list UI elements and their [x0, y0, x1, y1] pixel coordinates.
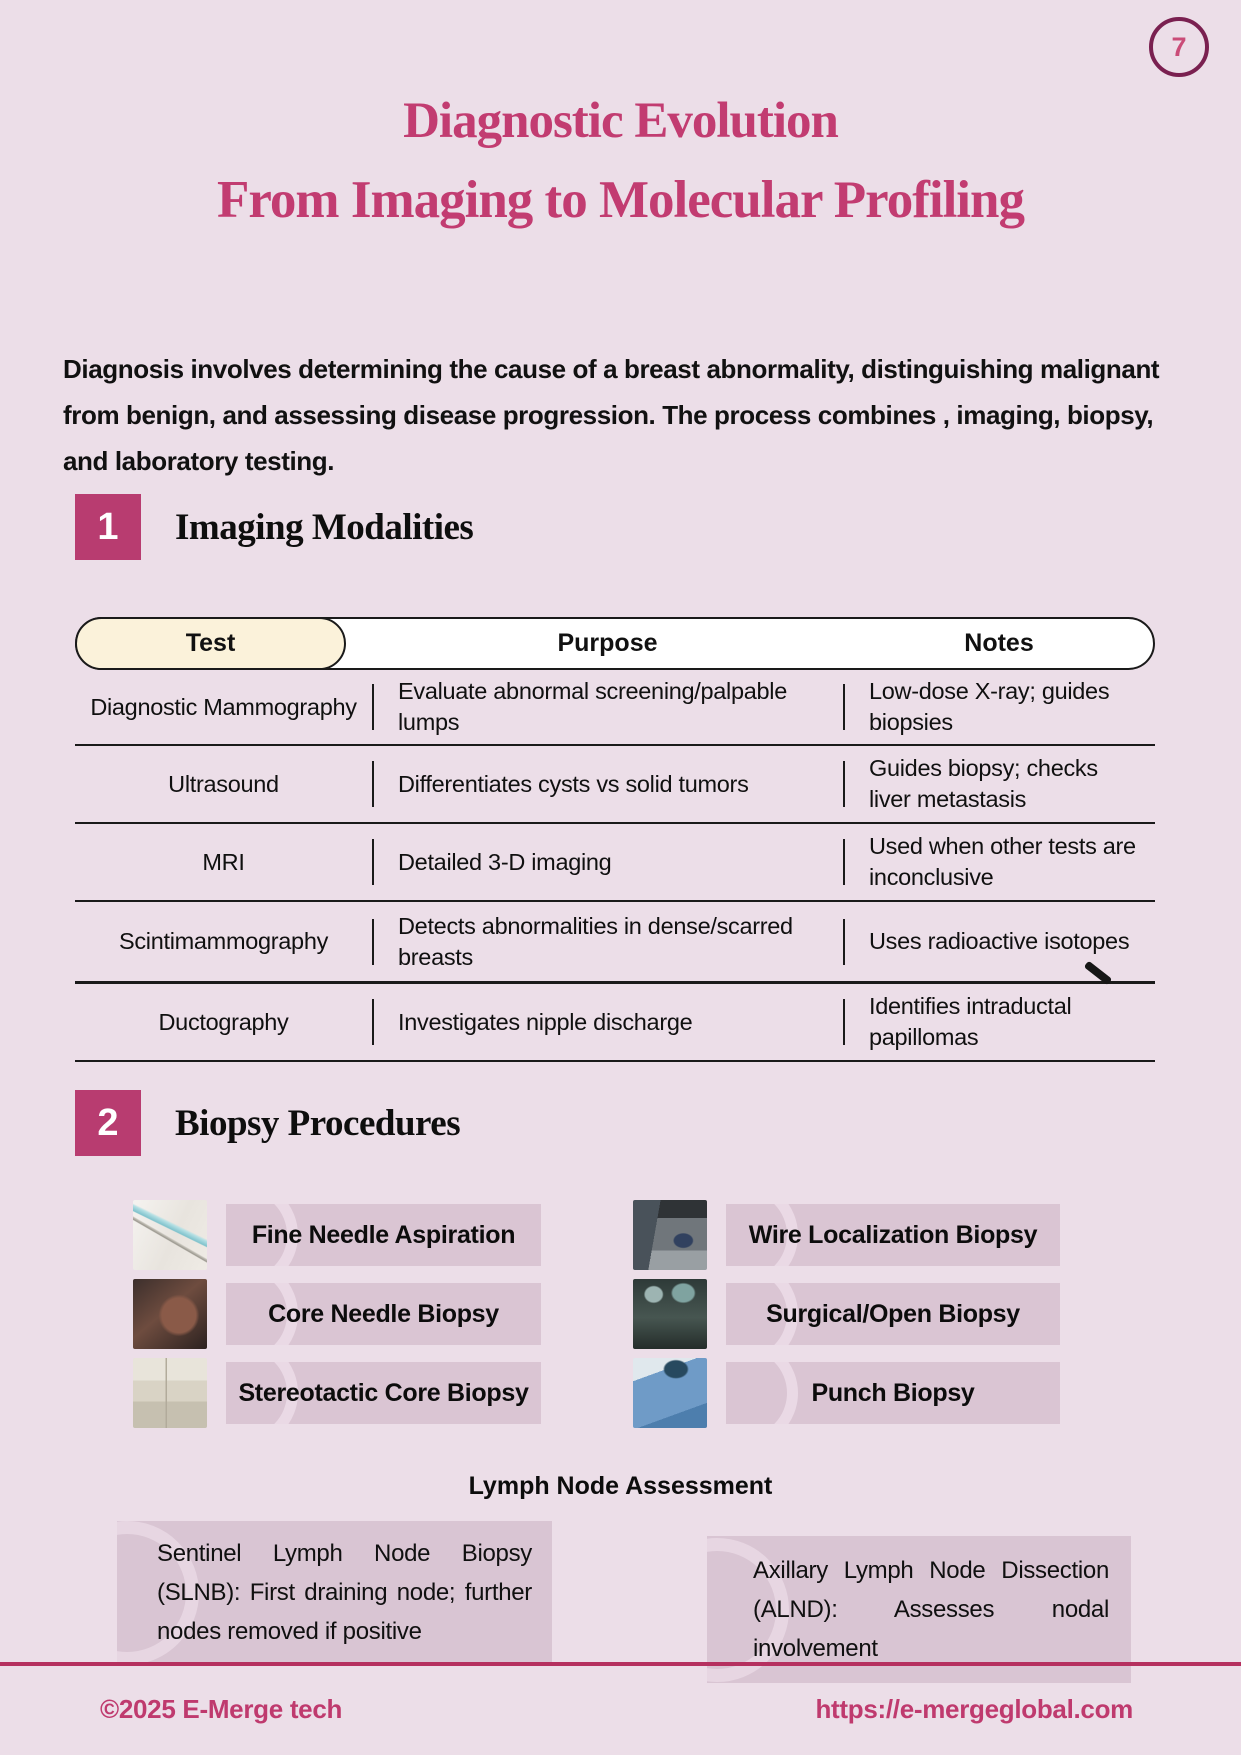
page-number: 7: [1171, 31, 1187, 62]
biopsy-card-label: Surgical/Open Biopsy: [766, 1299, 1020, 1328]
page-number-badge: [1149, 17, 1209, 77]
section-title: Biopsy Procedures: [175, 1102, 461, 1144]
hand-biopsy-photo: [133, 1279, 207, 1349]
biopsy-cards-grid: [133, 1200, 1060, 1428]
column-header-test: Test: [185, 629, 236, 657]
cell-notes: Guides biopsy; checks liver metastasis: [843, 753, 1155, 815]
biopsy-card: [633, 1200, 1060, 1270]
cell-purpose: Evaluate abnormal screening/palpable lumps: [372, 676, 843, 738]
biopsy-card-bar: [226, 1283, 541, 1345]
cell-test: Ductography: [158, 1008, 289, 1035]
page-title: [0, 90, 1241, 231]
biopsy-card-bar: [726, 1204, 1060, 1266]
biopsy-card-label: Stereotactic Core Biopsy: [238, 1378, 529, 1407]
table-row: [75, 902, 1155, 984]
slnb-box: [117, 1521, 552, 1664]
cell-purpose: Investigates nipple discharge: [372, 1007, 843, 1038]
column-header-notes: Notes: [964, 629, 1034, 657]
page-title-line2: From Imaging to Molecular Profiling: [216, 171, 1025, 229]
biopsy-card: [133, 1358, 541, 1428]
section-title: Imaging Modalities: [175, 506, 474, 548]
biopsy-card-label: Fine Needle Aspiration: [251, 1220, 516, 1249]
biopsy-card: [633, 1279, 1060, 1349]
intro-paragraph: Diagnosis involves determining the cause of a breast abnormality, distinguishing malignant from benign, and assessing disease progression. The process combines , imaging, biopsy, and laboratory testing.: [63, 354, 1160, 476]
clinician-scrubs-photo: [633, 1358, 707, 1428]
table-row: [75, 984, 1155, 1062]
cell-purpose: Detects abnormalities in dense/scarred breasts: [372, 911, 843, 973]
section-imaging-header: [75, 494, 473, 560]
biopsy-card-bar: [726, 1283, 1060, 1345]
cell-test: MRI: [202, 848, 245, 875]
cell-notes: Low-dose X-ray; guides biopsies: [843, 676, 1155, 738]
section-number-badge: 2: [75, 1090, 141, 1156]
biopsy-card: [133, 1279, 541, 1349]
section-number-badge: 1: [75, 494, 141, 560]
table-row: [75, 670, 1155, 746]
cell-notes: Uses radioactive isotopes: [843, 926, 1155, 957]
table-row: [75, 824, 1155, 902]
table-header-row: [75, 617, 1155, 670]
cell-purpose: Detailed 3-D imaging: [372, 847, 843, 878]
needles-photo: [133, 1200, 207, 1270]
exam-room-photo: [133, 1358, 207, 1428]
biopsy-card-bar: [226, 1362, 541, 1424]
imaging-modalities-table: [75, 617, 1155, 1062]
biopsy-card-label: Punch Biopsy: [811, 1378, 975, 1407]
biopsy-card: [633, 1358, 1060, 1428]
surgeons-photo: [633, 1279, 707, 1349]
biopsy-card-bar: [726, 1362, 1060, 1424]
cell-notes: Used when other tests are inconclusive: [843, 831, 1155, 893]
column-header-purpose-cell: [372, 617, 843, 670]
cell-test: Scintimammography: [118, 928, 329, 954]
biopsy-card-label: Wire Localization Biopsy: [748, 1220, 1038, 1249]
alnd-box: [707, 1536, 1131, 1683]
cell-test: Ultrasound: [168, 770, 279, 797]
biopsy-card-bar: [226, 1204, 541, 1266]
table-row: [75, 746, 1155, 824]
lymph-node-assessment-heading: Lymph Node Assessment: [468, 1472, 773, 1500]
slnb-text: Sentinel Lymph Node Biopsy (SLNB): First draining node; further nodes removed if positive: [157, 1540, 532, 1645]
column-header-notes-cell: [843, 617, 1155, 670]
footer-copyright: ©2025 E-Merge tech: [100, 1694, 343, 1724]
test-header-pill: [75, 617, 346, 670]
section-biopsy-header: [75, 1090, 460, 1156]
column-header-purpose: Purpose: [557, 629, 658, 657]
cell-notes: Identifies intraductal papillomas: [843, 991, 1155, 1053]
footer-url[interactable]: https://e-mergeglobal.com: [815, 1694, 1133, 1724]
biopsy-card: [133, 1200, 541, 1270]
page-title-line1: Diagnostic Evolution: [403, 93, 838, 149]
or-monitor-photo: [633, 1200, 707, 1270]
biopsy-card-label: Core Needle Biopsy: [268, 1299, 499, 1328]
alnd-text: Axillary Lymph Node Dissection (ALND): Assesses nodal involvement: [753, 1557, 1109, 1662]
cell-test: Diagnostic Mammography: [90, 693, 357, 720]
cell-purpose: Differentiates cysts vs solid tumors: [372, 769, 843, 800]
